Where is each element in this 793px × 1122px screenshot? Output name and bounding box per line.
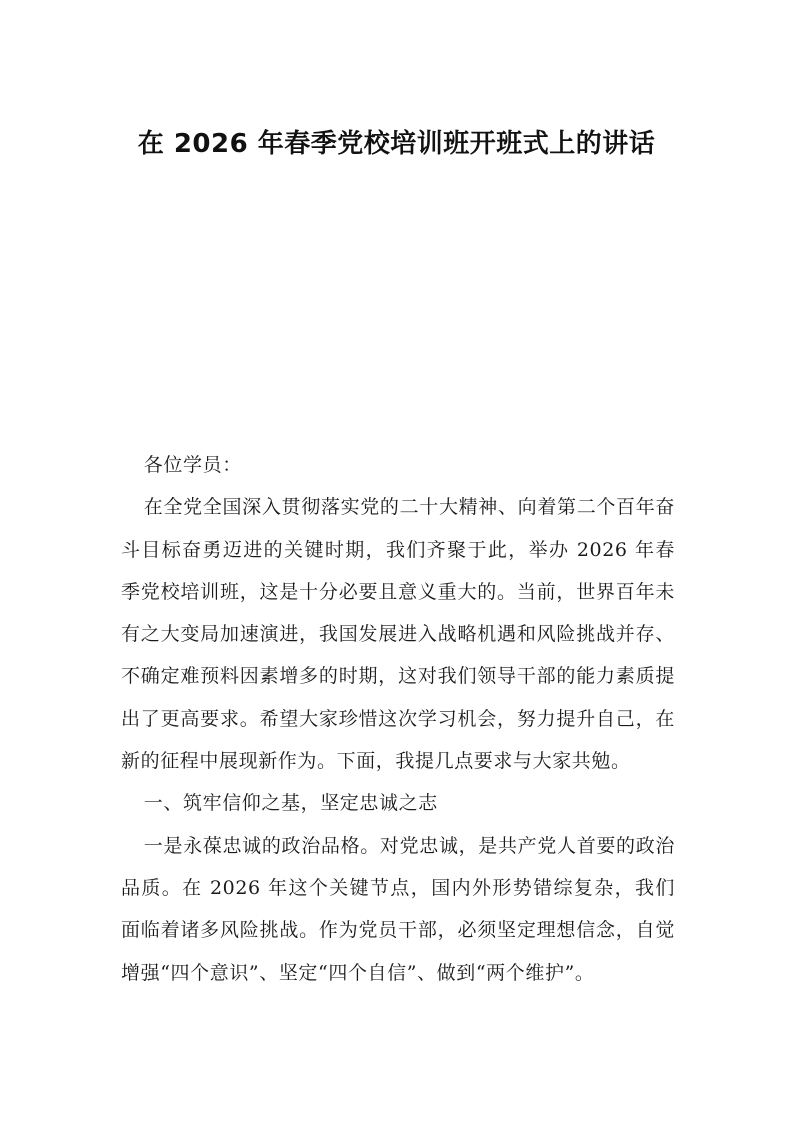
section-heading-1: 一、筑牢信仰之基，坚定忠诚之志 (143, 792, 438, 815)
paragraph-point-1: 一是永葆忠诚的政治品格。对党忠诚，是共产党人首要的政治品质。在 2026 年这个关键节点，国内外形势错综复杂，我们面临着诸多风险挑战。作为党员干部，必须坚定理想信念，自觉增强“四个意识”、坚定“四个自信”、做到“两个维护”。 (121, 834, 675, 984)
paragraph-intro: 在全党全国深入贯彻落实党的二十大精神、向着第二个百年奋斗目标奋勇迈进的关键时期，我们齐聚于此，举办 2026 年春季党校培训班，这是十分必要且意义重大的。当前，世界百年未有之大变局加速演进，我国发展进入战略机遇和风险挑战并存、不确定难预料因素增多的时期，这对我们领导干部的能力素质提出了更高要求。希望大家珍惜这次学习机会，努力提升自己，在新的征程中展现新作为。下面，我提几点要求与大家共勉。 (121, 496, 675, 773)
document-body (121, 444, 675, 994)
salutation: 各位学员： (143, 454, 242, 476)
document-title: 在 2026 年春季党校培训班开班式上的讲话 (137, 129, 656, 159)
